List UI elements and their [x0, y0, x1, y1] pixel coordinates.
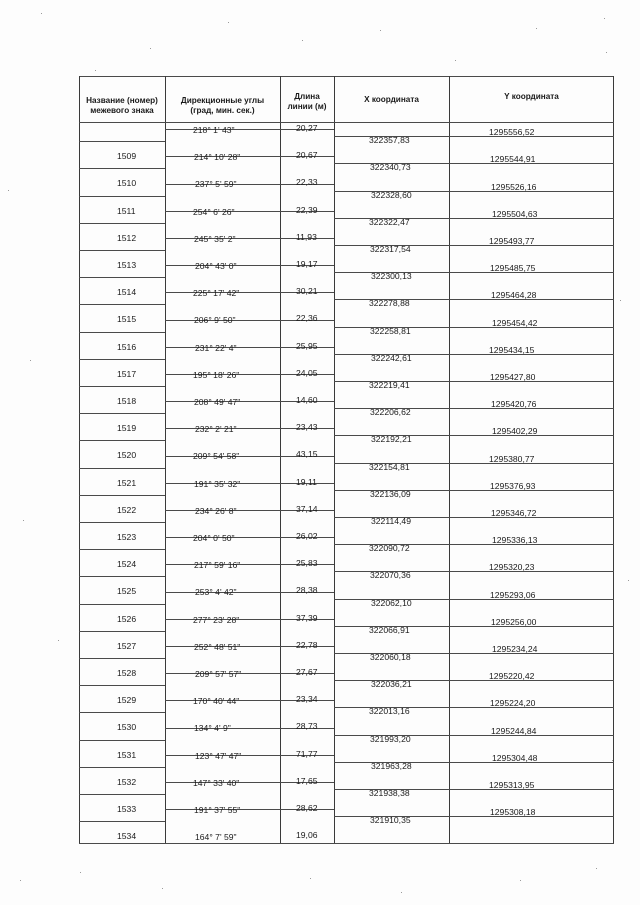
row-divider: [79, 304, 165, 305]
point-name: 1520: [117, 450, 137, 461]
scan-speck: [162, 888, 163, 889]
segment-length: 19,06: [296, 830, 318, 841]
row-divider: [79, 658, 165, 659]
point-name: 1509: [117, 151, 137, 162]
direction-angle: 206° 9' 50": [194, 315, 236, 326]
x-coordinate: 321993,20: [370, 733, 411, 744]
x-coordinate: 321910,35: [370, 815, 411, 826]
segment-length: 22,39: [296, 204, 318, 215]
y-coordinate: 1295485,75: [490, 263, 536, 274]
x-coordinate: 322357,83: [369, 135, 410, 146]
scan-speck: [41, 13, 42, 14]
point-name: 1522: [117, 504, 137, 515]
direction-angle: 232° 2' 21": [195, 424, 237, 435]
y-coordinate: 1295427,80: [490, 372, 536, 382]
direction-angle: 208° 49' 47": [194, 397, 241, 407]
direction-angle: 191° 37' 55": [194, 805, 241, 815]
direction-angle: 234° 26' 8": [195, 505, 237, 516]
point-name: 1515: [117, 314, 137, 325]
segment-length: 30,21: [296, 286, 318, 297]
segment-length: 71,77: [296, 748, 318, 759]
y-coordinate: 1295434,15: [489, 344, 535, 355]
scan-speck: [612, 760, 613, 761]
scan-speck: [8, 190, 9, 191]
x-coordinate: 322242,61: [371, 352, 412, 363]
x-coordinate: 322206,62: [370, 407, 411, 418]
x-coordinate: 322066,91: [369, 624, 410, 635]
row-divider: [79, 495, 165, 496]
x-coordinate: 322258,81: [370, 325, 411, 336]
scan-speck: [228, 22, 229, 23]
scan-speck: [604, 18, 605, 19]
segment-length: 20,27: [296, 123, 318, 133]
point-name: 1534: [117, 831, 137, 842]
direction-angle: 217° 59' 16": [194, 560, 241, 571]
segment-length: 22,78: [296, 639, 318, 650]
header-name-line2: межевого знака: [90, 106, 154, 115]
segment-length: 37,39: [296, 612, 318, 623]
x-coordinate: 322328,60: [371, 189, 412, 200]
y-coordinate: 1295556,52: [489, 127, 535, 138]
row-divider: [79, 468, 165, 469]
y-coordinate: 1295320,23: [489, 562, 535, 573]
point-name: 1521: [117, 477, 137, 488]
y-coordinate: 1295544,91: [490, 154, 536, 165]
x-coordinate: 322090,72: [369, 543, 410, 554]
table-border-top: [79, 76, 614, 77]
row-divider: [79, 767, 165, 768]
segment-length: 20,67: [296, 150, 318, 161]
point-name: 1514: [117, 287, 137, 298]
direction-angle: 252° 48' 51": [194, 641, 241, 652]
x-coordinate: 322136,09: [370, 488, 411, 499]
segment-length: 43,15: [296, 449, 318, 460]
scan-speck: [20, 880, 21, 881]
point-name: 1530: [117, 722, 137, 733]
x-coordinate: 322192,21: [371, 434, 412, 445]
segment-length: 37,14: [296, 503, 318, 514]
scan-speck: [58, 640, 59, 641]
row-divider: [79, 141, 165, 142]
segment-length: 11,93: [296, 231, 317, 242]
direction-angle: 277° 23' 28": [193, 614, 240, 625]
direction-angle: 214° 10' 28": [194, 152, 241, 163]
scan-speck: [606, 52, 607, 53]
segment-length: 28,73: [296, 721, 318, 732]
point-name: 1526: [117, 613, 137, 624]
scan-speck: [23, 520, 24, 521]
x-coordinate: 322219,41: [369, 380, 410, 390]
point-name: 1519: [117, 423, 137, 434]
row-divider: [79, 794, 165, 795]
y-coordinate: 1295504,63: [492, 208, 538, 219]
y-coordinate: 1295380,77: [489, 453, 535, 464]
y-coordinate: 1295336,13: [492, 535, 538, 546]
boundary-coordinates-table: [79, 76, 614, 843]
row-divider: [79, 168, 165, 169]
segment-length: 19,17: [296, 259, 318, 269]
direction-angle: 164° 7' 59": [195, 832, 237, 843]
y-coordinate: 1295454,42: [492, 317, 538, 328]
y-coordinate: 1295256,00: [491, 616, 537, 627]
direction-angle: 209° 54' 58": [193, 451, 240, 462]
segment-length: 14,60: [296, 395, 318, 405]
segment-length: 28,38: [296, 585, 318, 596]
x-coordinate: 322062,10: [371, 597, 412, 608]
direction-angle: 225° 17' 42": [193, 288, 240, 299]
scan-speck: [30, 360, 31, 361]
y-coordinate: 1295526,16: [491, 181, 537, 192]
y-coordinate: 1295293,06: [490, 589, 536, 600]
point-name: 1529: [117, 695, 137, 706]
header-name: [79, 96, 165, 116]
row-divider: [79, 196, 165, 197]
point-name: 1517: [117, 368, 137, 379]
direction-angle: 204° 43' 0": [195, 261, 237, 271]
scan-speck: [455, 60, 456, 61]
direction-angle: 237° 5' 59": [195, 179, 237, 190]
direction-angle: 134° 4' 9": [194, 723, 231, 734]
point-name: 1524: [117, 559, 137, 570]
point-name: 1510: [117, 178, 137, 189]
scan-speck: [95, 70, 96, 71]
y-coordinate: 1295313,95: [489, 780, 535, 790]
direction-angle: 195° 18' 26": [193, 369, 240, 380]
x-coordinate: 322154,81: [369, 461, 410, 472]
x-coordinate: 321963,28: [371, 760, 412, 771]
scan-speck: [620, 300, 621, 301]
header-name-line1: Название (номер): [86, 96, 158, 105]
row-divider: [79, 223, 165, 224]
header-y-coordinate: Y координата: [504, 92, 559, 101]
x-coordinate: 322322,47: [369, 216, 410, 227]
row-divider: [79, 440, 165, 441]
row-divider: [79, 277, 165, 278]
y-coordinate: 1295346,72: [491, 508, 537, 518]
y-coordinate: 1295376,93: [490, 480, 536, 491]
segment-length: 19,11: [296, 476, 317, 487]
row-divider: [79, 549, 165, 550]
scan-speck: [80, 872, 81, 873]
scan-speck: [302, 40, 303, 41]
direction-angle: 209° 57' 57": [195, 669, 242, 679]
y-coordinate: 1295420,76: [491, 399, 537, 410]
point-name: 1525: [117, 586, 137, 597]
segment-length: 23,43: [296, 422, 318, 433]
segment-length: 24,05: [296, 367, 318, 378]
y-coordinate: 1295464,28: [491, 290, 537, 301]
point-name: 1518: [117, 396, 137, 406]
direction-angle: 253° 4' 42": [195, 587, 237, 598]
table-border-bottom: [79, 843, 614, 844]
y-coordinate: 1295304,48: [492, 752, 538, 763]
segment-length: 26,02: [296, 531, 318, 541]
segment-length: 22,33: [296, 177, 318, 188]
scan-speck: [401, 892, 402, 893]
scan-speck: [150, 48, 151, 49]
x-coordinate: 322317,54: [370, 244, 411, 254]
row-divider: [79, 821, 165, 822]
row-divider: [79, 685, 165, 686]
point-name: 1531: [117, 749, 137, 760]
y-coordinate: 1295308,18: [490, 807, 536, 818]
scan-speck: [380, 30, 381, 31]
direction-angle: 218° 1' 43": [193, 125, 235, 135]
point-name: 1523: [117, 532, 137, 542]
y-coordinate: 1295220,42: [489, 671, 535, 682]
point-name: 1516: [117, 341, 137, 352]
header-angles-line1: Дирекционные углы: [180, 96, 265, 105]
x-coordinate: 322070,36: [370, 570, 411, 581]
segment-length: 25,83: [296, 558, 318, 569]
segment-length: 17,65: [296, 775, 318, 786]
column-divider: [79, 76, 80, 843]
x-coordinate: 322300,13: [371, 271, 412, 282]
segment-length: 23,34: [296, 694, 318, 705]
direction-angle: 123° 47' 47": [195, 750, 242, 761]
header-divider: [79, 122, 614, 123]
point-name: 1512: [117, 232, 137, 243]
x-coordinate: 322278,88: [369, 298, 410, 309]
y-coordinate: 1295402,29: [492, 426, 538, 437]
direction-angle: 147° 33' 40": [193, 777, 240, 788]
row-divider: [79, 576, 165, 577]
y-coordinate: 1295224,20: [490, 698, 536, 709]
scan-speck: [310, 878, 311, 879]
direction-angle: 170° 40' 44": [193, 696, 240, 707]
segment-length: 25,95: [296, 340, 318, 351]
scan-speck: [628, 580, 629, 581]
segment-length: 22,36: [296, 313, 318, 324]
direction-angle: 231° 22' 4": [195, 342, 237, 353]
point-name: 1533: [117, 804, 137, 814]
row-divider: [79, 631, 165, 632]
direction-angle: 191° 35' 32": [194, 478, 241, 489]
x-coordinate: 322036,21: [371, 679, 412, 690]
scan-speck: [520, 880, 521, 881]
row-divider: [79, 250, 165, 251]
segment-length: 27,67: [296, 667, 318, 677]
row-divider: [79, 359, 165, 360]
x-coordinate: 321938,38: [369, 788, 410, 798]
x-coordinate: 322340,73: [370, 162, 411, 173]
scan-speck: [536, 28, 537, 29]
point-name: 1511: [117, 205, 136, 216]
row-divider: [79, 413, 165, 414]
row-divider: [79, 386, 165, 387]
y-coordinate: 1295493,77: [489, 236, 535, 246]
header-length-line1: Длина: [294, 92, 320, 101]
row-divider: [79, 332, 165, 333]
header-length-line2: линии (м): [287, 102, 327, 111]
y-coordinate: 1295244,84: [491, 725, 537, 736]
x-coordinate: 322013,16: [369, 706, 410, 717]
direction-angle: 245° 35' 2": [194, 233, 236, 244]
row-divider: [79, 712, 165, 713]
x-coordinate: 322060,18: [370, 652, 411, 662]
row-divider: [79, 604, 165, 605]
point-name: 1532: [117, 776, 137, 787]
direction-angle: 204° 0' 50": [193, 533, 235, 543]
point-name: 1513: [117, 260, 137, 270]
segment-length: 28,62: [296, 803, 318, 813]
header-length: [280, 92, 334, 112]
row-divider: [79, 740, 165, 741]
direction-angle: 254° 6' 26": [193, 206, 235, 217]
x-coordinate: 322114,49: [371, 516, 411, 526]
point-name: 1527: [117, 640, 137, 651]
header-x-coordinate: X координата: [364, 95, 419, 104]
header-angles: [165, 96, 280, 116]
header-angles-line2: (град, мин. сек.): [190, 106, 255, 115]
point-name: 1528: [117, 668, 137, 678]
row-divider: [79, 522, 165, 523]
y-coordinate: 1295234,24: [492, 644, 538, 654]
scan-speck: [596, 868, 597, 869]
